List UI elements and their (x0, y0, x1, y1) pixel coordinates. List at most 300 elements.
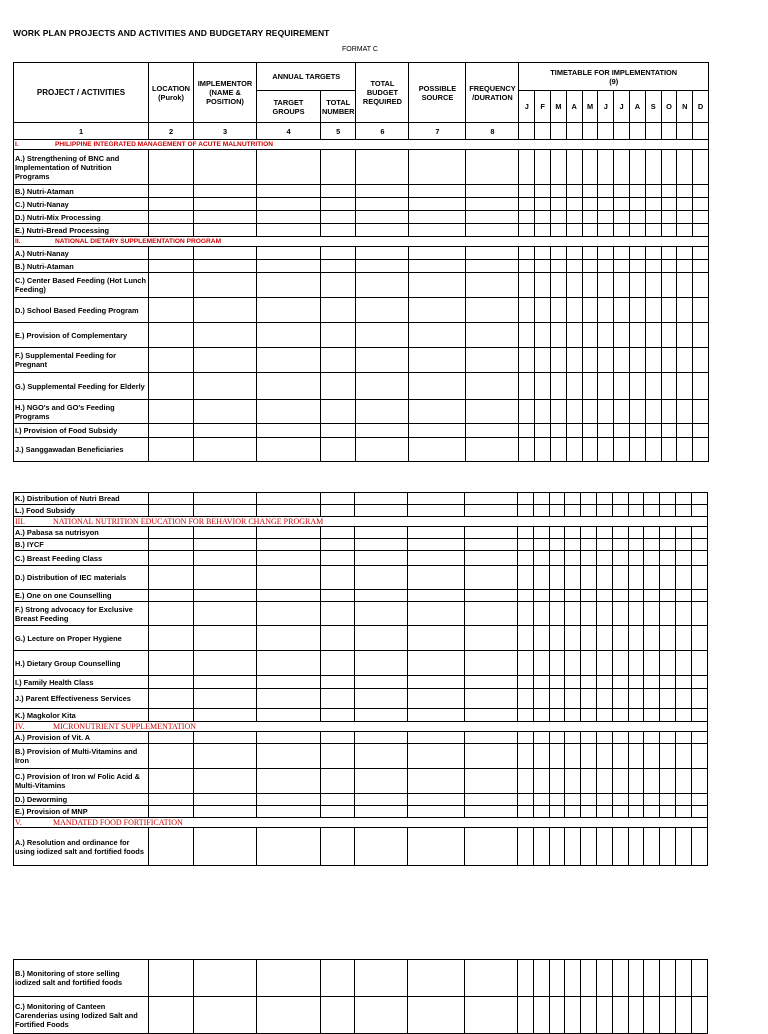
entry-cell[interactable] (408, 551, 465, 566)
timetable-cell[interactable] (675, 997, 691, 1034)
timetable-cell[interactable] (675, 769, 691, 794)
timetable-cell[interactable] (518, 676, 534, 689)
timetable-cell[interactable] (693, 247, 709, 260)
timetable-cell[interactable] (551, 400, 567, 424)
timetable-cell[interactable] (677, 224, 693, 237)
timetable-cell[interactable] (598, 198, 614, 211)
timetable-cell[interactable] (677, 150, 693, 185)
entry-cell[interactable] (194, 348, 257, 373)
entry-cell[interactable] (409, 211, 466, 224)
timetable-cell[interactable] (551, 185, 567, 198)
entry-cell[interactable] (409, 247, 466, 260)
timetable-cell[interactable] (628, 794, 644, 806)
timetable-cell[interactable] (644, 676, 660, 689)
timetable-cell[interactable] (661, 185, 677, 198)
timetable-cell[interactable] (596, 551, 612, 566)
entry-cell[interactable] (321, 709, 355, 722)
timetable-cell[interactable] (661, 373, 677, 400)
entry-cell[interactable] (408, 626, 465, 651)
entry-cell[interactable] (409, 424, 466, 438)
entry-cell[interactable] (408, 505, 465, 517)
entry-cell[interactable] (194, 602, 257, 626)
entry-cell[interactable] (257, 150, 321, 185)
entry-cell[interactable] (466, 260, 519, 273)
timetable-cell[interactable] (519, 298, 535, 323)
entry-cell[interactable] (321, 211, 356, 224)
entry-cell[interactable] (355, 769, 408, 794)
timetable-cell[interactable] (549, 732, 565, 744)
timetable-cell[interactable] (518, 806, 534, 818)
entry-cell[interactable] (149, 247, 194, 260)
entry-cell[interactable] (321, 373, 356, 400)
timetable-cell[interactable] (660, 551, 676, 566)
timetable-cell[interactable] (691, 505, 707, 517)
entry-cell[interactable] (194, 424, 257, 438)
timetable-cell[interactable] (581, 744, 597, 769)
timetable-cell[interactable] (566, 211, 582, 224)
timetable-cell[interactable] (596, 626, 612, 651)
entry-cell[interactable] (149, 651, 194, 676)
entry-cell[interactable] (355, 794, 408, 806)
timetable-cell[interactable] (691, 527, 707, 539)
entry-cell[interactable] (466, 424, 519, 438)
timetable-cell[interactable] (628, 744, 644, 769)
timetable-cell[interactable] (644, 709, 660, 722)
timetable-cell[interactable] (549, 551, 565, 566)
timetable-cell[interactable] (630, 198, 646, 211)
entry-cell[interactable] (321, 590, 355, 602)
timetable-cell[interactable] (660, 539, 676, 551)
entry-cell[interactable] (408, 960, 465, 997)
timetable-cell[interactable] (644, 769, 660, 794)
entry-cell[interactable] (465, 505, 518, 517)
timetable-cell[interactable] (675, 590, 691, 602)
timetable-cell[interactable] (565, 744, 581, 769)
timetable-cell[interactable] (598, 438, 614, 462)
timetable-cell[interactable] (581, 769, 597, 794)
entry-cell[interactable] (408, 709, 465, 722)
timetable-cell[interactable] (518, 539, 534, 551)
timetable-cell[interactable] (612, 709, 628, 722)
entry-cell[interactable] (149, 493, 194, 505)
entry-cell[interactable] (194, 551, 257, 566)
entry-cell[interactable] (149, 424, 194, 438)
entry-cell[interactable] (465, 527, 518, 539)
entry-cell[interactable] (466, 438, 519, 462)
timetable-cell[interactable] (533, 806, 549, 818)
timetable-cell[interactable] (566, 323, 582, 348)
entry-cell[interactable] (408, 651, 465, 676)
timetable-cell[interactable] (677, 198, 693, 211)
timetable-cell[interactable] (581, 626, 597, 651)
timetable-cell[interactable] (582, 400, 598, 424)
timetable-cell[interactable] (598, 224, 614, 237)
entry-cell[interactable] (194, 709, 257, 722)
timetable-cell[interactable] (581, 828, 597, 866)
entry-cell[interactable] (194, 651, 257, 676)
timetable-cell[interactable] (614, 424, 630, 438)
entry-cell[interactable] (194, 590, 257, 602)
timetable-cell[interactable] (566, 198, 582, 211)
timetable-cell[interactable] (549, 828, 565, 866)
entry-cell[interactable] (194, 150, 257, 185)
timetable-cell[interactable] (581, 539, 597, 551)
entry-cell[interactable] (465, 651, 518, 676)
entry-cell[interactable] (409, 198, 466, 211)
timetable-cell[interactable] (519, 348, 535, 373)
timetable-cell[interactable] (645, 150, 661, 185)
timetable-cell[interactable] (612, 689, 628, 709)
entry-cell[interactable] (321, 828, 355, 866)
entry-cell[interactable] (149, 769, 194, 794)
timetable-cell[interactable] (628, 527, 644, 539)
timetable-cell[interactable] (565, 539, 581, 551)
timetable-cell[interactable] (693, 438, 709, 462)
entry-cell[interactable] (149, 348, 194, 373)
timetable-cell[interactable] (565, 590, 581, 602)
timetable-cell[interactable] (519, 185, 535, 198)
entry-cell[interactable] (321, 298, 356, 323)
timetable-cell[interactable] (677, 260, 693, 273)
timetable-cell[interactable] (675, 539, 691, 551)
timetable-cell[interactable] (691, 566, 707, 590)
entry-cell[interactable] (408, 806, 465, 818)
timetable-cell[interactable] (614, 323, 630, 348)
timetable-cell[interactable] (645, 373, 661, 400)
entry-cell[interactable] (408, 689, 465, 709)
entry-cell[interactable] (321, 651, 355, 676)
entry-cell[interactable] (356, 323, 409, 348)
timetable-cell[interactable] (566, 373, 582, 400)
entry-cell[interactable] (356, 198, 409, 211)
timetable-cell[interactable] (661, 247, 677, 260)
entry-cell[interactable] (257, 794, 321, 806)
entry-cell[interactable] (194, 185, 257, 198)
timetable-cell[interactable] (644, 794, 660, 806)
entry-cell[interactable] (257, 539, 321, 551)
entry-cell[interactable] (194, 794, 257, 806)
entry-cell[interactable] (149, 676, 194, 689)
timetable-cell[interactable] (677, 273, 693, 298)
entry-cell[interactable] (321, 400, 356, 424)
timetable-cell[interactable] (661, 198, 677, 211)
timetable-cell[interactable] (675, 651, 691, 676)
entry-cell[interactable] (321, 676, 355, 689)
entry-cell[interactable] (465, 794, 518, 806)
timetable-cell[interactable] (693, 323, 709, 348)
timetable-cell[interactable] (535, 211, 551, 224)
entry-cell[interactable] (321, 997, 355, 1034)
entry-cell[interactable] (149, 602, 194, 626)
timetable-cell[interactable] (628, 769, 644, 794)
entry-cell[interactable] (321, 689, 355, 709)
timetable-cell[interactable] (566, 400, 582, 424)
timetable-cell[interactable] (677, 373, 693, 400)
timetable-cell[interactable] (628, 539, 644, 551)
entry-cell[interactable] (409, 373, 466, 400)
entry-cell[interactable] (149, 438, 194, 462)
entry-cell[interactable] (149, 211, 194, 224)
entry-cell[interactable] (194, 247, 257, 260)
timetable-cell[interactable] (612, 676, 628, 689)
timetable-cell[interactable] (565, 806, 581, 818)
timetable-cell[interactable] (628, 689, 644, 709)
timetable-cell[interactable] (551, 260, 567, 273)
entry-cell[interactable] (321, 626, 355, 651)
timetable-cell[interactable] (677, 185, 693, 198)
timetable-cell[interactable] (628, 493, 644, 505)
timetable-cell[interactable] (535, 348, 551, 373)
timetable-cell[interactable] (581, 493, 597, 505)
timetable-cell[interactable] (691, 602, 707, 626)
timetable-cell[interactable] (565, 997, 581, 1034)
timetable-cell[interactable] (581, 566, 597, 590)
timetable-cell[interactable] (660, 732, 676, 744)
timetable-cell[interactable] (535, 260, 551, 273)
entry-cell[interactable] (149, 626, 194, 651)
timetable-cell[interactable] (630, 438, 646, 462)
entry-cell[interactable] (321, 539, 355, 551)
timetable-cell[interactable] (565, 828, 581, 866)
entry-cell[interactable] (466, 198, 519, 211)
timetable-cell[interactable] (691, 626, 707, 651)
timetable-cell[interactable] (645, 438, 661, 462)
entry-cell[interactable] (257, 373, 321, 400)
timetable-cell[interactable] (596, 527, 612, 539)
timetable-cell[interactable] (582, 273, 598, 298)
timetable-cell[interactable] (630, 298, 646, 323)
entry-cell[interactable] (321, 732, 355, 744)
timetable-cell[interactable] (598, 424, 614, 438)
entry-cell[interactable] (356, 247, 409, 260)
timetable-cell[interactable] (549, 676, 565, 689)
timetable-cell[interactable] (582, 198, 598, 211)
entry-cell[interactable] (257, 689, 321, 709)
timetable-cell[interactable] (677, 348, 693, 373)
timetable-cell[interactable] (582, 260, 598, 273)
timetable-cell[interactable] (549, 744, 565, 769)
timetable-cell[interactable] (661, 273, 677, 298)
entry-cell[interactable] (194, 493, 257, 505)
timetable-cell[interactable] (612, 960, 628, 997)
timetable-cell[interactable] (518, 602, 534, 626)
timetable-cell[interactable] (549, 806, 565, 818)
entry-cell[interactable] (149, 689, 194, 709)
entry-cell[interactable] (465, 828, 518, 866)
timetable-cell[interactable] (518, 651, 534, 676)
timetable-cell[interactable] (693, 424, 709, 438)
entry-cell[interactable] (257, 527, 321, 539)
timetable-cell[interactable] (675, 676, 691, 689)
entry-cell[interactable] (355, 806, 408, 818)
entry-cell[interactable] (356, 438, 409, 462)
timetable-cell[interactable] (675, 806, 691, 818)
timetable-cell[interactable] (535, 247, 551, 260)
timetable-cell[interactable] (565, 551, 581, 566)
timetable-cell[interactable] (660, 566, 676, 590)
timetable-cell[interactable] (518, 769, 534, 794)
timetable-cell[interactable] (644, 828, 660, 866)
entry-cell[interactable] (149, 323, 194, 348)
timetable-cell[interactable] (598, 247, 614, 260)
entry-cell[interactable] (356, 185, 409, 198)
entry-cell[interactable] (408, 769, 465, 794)
timetable-cell[interactable] (644, 744, 660, 769)
entry-cell[interactable] (257, 273, 321, 298)
timetable-cell[interactable] (565, 732, 581, 744)
timetable-cell[interactable] (598, 323, 614, 348)
entry-cell[interactable] (321, 505, 355, 517)
timetable-cell[interactable] (535, 424, 551, 438)
timetable-cell[interactable] (551, 198, 567, 211)
entry-cell[interactable] (409, 185, 466, 198)
entry-cell[interactable] (466, 185, 519, 198)
entry-cell[interactable] (149, 997, 194, 1034)
timetable-cell[interactable] (644, 689, 660, 709)
entry-cell[interactable] (356, 260, 409, 273)
entry-cell[interactable] (356, 400, 409, 424)
entry-cell[interactable] (194, 400, 257, 424)
timetable-cell[interactable] (693, 224, 709, 237)
entry-cell[interactable] (465, 806, 518, 818)
entry-cell[interactable] (465, 709, 518, 722)
timetable-cell[interactable] (598, 185, 614, 198)
timetable-cell[interactable] (612, 493, 628, 505)
entry-cell[interactable] (355, 651, 408, 676)
timetable-cell[interactable] (644, 527, 660, 539)
timetable-cell[interactable] (628, 676, 644, 689)
entry-cell[interactable] (149, 828, 194, 866)
entry-cell[interactable] (466, 373, 519, 400)
timetable-cell[interactable] (582, 224, 598, 237)
timetable-cell[interactable] (566, 247, 582, 260)
timetable-cell[interactable] (582, 211, 598, 224)
entry-cell[interactable] (465, 590, 518, 602)
timetable-cell[interactable] (565, 626, 581, 651)
entry-cell[interactable] (194, 539, 257, 551)
timetable-cell[interactable] (661, 424, 677, 438)
timetable-cell[interactable] (551, 224, 567, 237)
timetable-cell[interactable] (598, 260, 614, 273)
timetable-cell[interactable] (519, 260, 535, 273)
timetable-cell[interactable] (582, 438, 598, 462)
timetable-cell[interactable] (582, 150, 598, 185)
timetable-cell[interactable] (675, 626, 691, 651)
timetable-cell[interactable] (660, 676, 676, 689)
entry-cell[interactable] (408, 539, 465, 551)
timetable-cell[interactable] (691, 744, 707, 769)
timetable-cell[interactable] (596, 806, 612, 818)
timetable-cell[interactable] (675, 709, 691, 722)
timetable-cell[interactable] (661, 400, 677, 424)
timetable-cell[interactable] (614, 211, 630, 224)
timetable-cell[interactable] (693, 198, 709, 211)
timetable-cell[interactable] (549, 539, 565, 551)
entry-cell[interactable] (194, 689, 257, 709)
timetable-cell[interactable] (519, 424, 535, 438)
timetable-cell[interactable] (644, 602, 660, 626)
timetable-cell[interactable] (612, 590, 628, 602)
timetable-cell[interactable] (535, 185, 551, 198)
timetable-cell[interactable] (645, 323, 661, 348)
entry-cell[interactable] (257, 676, 321, 689)
timetable-cell[interactable] (630, 400, 646, 424)
timetable-cell[interactable] (596, 539, 612, 551)
timetable-cell[interactable] (630, 373, 646, 400)
entry-cell[interactable] (355, 505, 408, 517)
entry-cell[interactable] (356, 298, 409, 323)
timetable-cell[interactable] (533, 709, 549, 722)
entry-cell[interactable] (321, 602, 355, 626)
entry-cell[interactable] (257, 493, 321, 505)
timetable-cell[interactable] (644, 960, 660, 997)
timetable-cell[interactable] (630, 224, 646, 237)
timetable-cell[interactable] (660, 493, 676, 505)
timetable-cell[interactable] (630, 150, 646, 185)
timetable-cell[interactable] (596, 744, 612, 769)
timetable-cell[interactable] (630, 247, 646, 260)
entry-cell[interactable] (321, 960, 355, 997)
timetable-cell[interactable] (565, 769, 581, 794)
timetable-cell[interactable] (660, 590, 676, 602)
timetable-cell[interactable] (565, 527, 581, 539)
entry-cell[interactable] (194, 323, 257, 348)
timetable-cell[interactable] (596, 794, 612, 806)
entry-cell[interactable] (355, 709, 408, 722)
timetable-cell[interactable] (565, 505, 581, 517)
timetable-cell[interactable] (518, 732, 534, 744)
timetable-cell[interactable] (581, 689, 597, 709)
timetable-cell[interactable] (691, 828, 707, 866)
timetable-cell[interactable] (549, 527, 565, 539)
timetable-cell[interactable] (691, 689, 707, 709)
timetable-cell[interactable] (549, 626, 565, 651)
timetable-cell[interactable] (596, 602, 612, 626)
timetable-cell[interactable] (691, 960, 707, 997)
timetable-cell[interactable] (581, 794, 597, 806)
entry-cell[interactable] (257, 828, 321, 866)
timetable-cell[interactable] (549, 689, 565, 709)
entry-cell[interactable] (356, 224, 409, 237)
entry-cell[interactable] (149, 806, 194, 818)
timetable-cell[interactable] (533, 505, 549, 517)
timetable-cell[interactable] (565, 689, 581, 709)
timetable-cell[interactable] (566, 185, 582, 198)
timetable-cell[interactable] (549, 566, 565, 590)
timetable-cell[interactable] (614, 185, 630, 198)
timetable-cell[interactable] (677, 323, 693, 348)
timetable-cell[interactable] (645, 247, 661, 260)
timetable-cell[interactable] (691, 493, 707, 505)
entry-cell[interactable] (257, 997, 321, 1034)
entry-cell[interactable] (194, 769, 257, 794)
timetable-cell[interactable] (612, 651, 628, 676)
timetable-cell[interactable] (535, 224, 551, 237)
timetable-cell[interactable] (614, 247, 630, 260)
timetable-cell[interactable] (582, 185, 598, 198)
entry-cell[interactable] (466, 323, 519, 348)
timetable-cell[interactable] (645, 273, 661, 298)
entry-cell[interactable] (257, 505, 321, 517)
entry-cell[interactable] (465, 744, 518, 769)
timetable-cell[interactable] (677, 247, 693, 260)
timetable-cell[interactable] (660, 689, 676, 709)
entry-cell[interactable] (257, 769, 321, 794)
entry-cell[interactable] (149, 400, 194, 424)
timetable-cell[interactable] (691, 651, 707, 676)
timetable-cell[interactable] (582, 424, 598, 438)
timetable-cell[interactable] (551, 298, 567, 323)
